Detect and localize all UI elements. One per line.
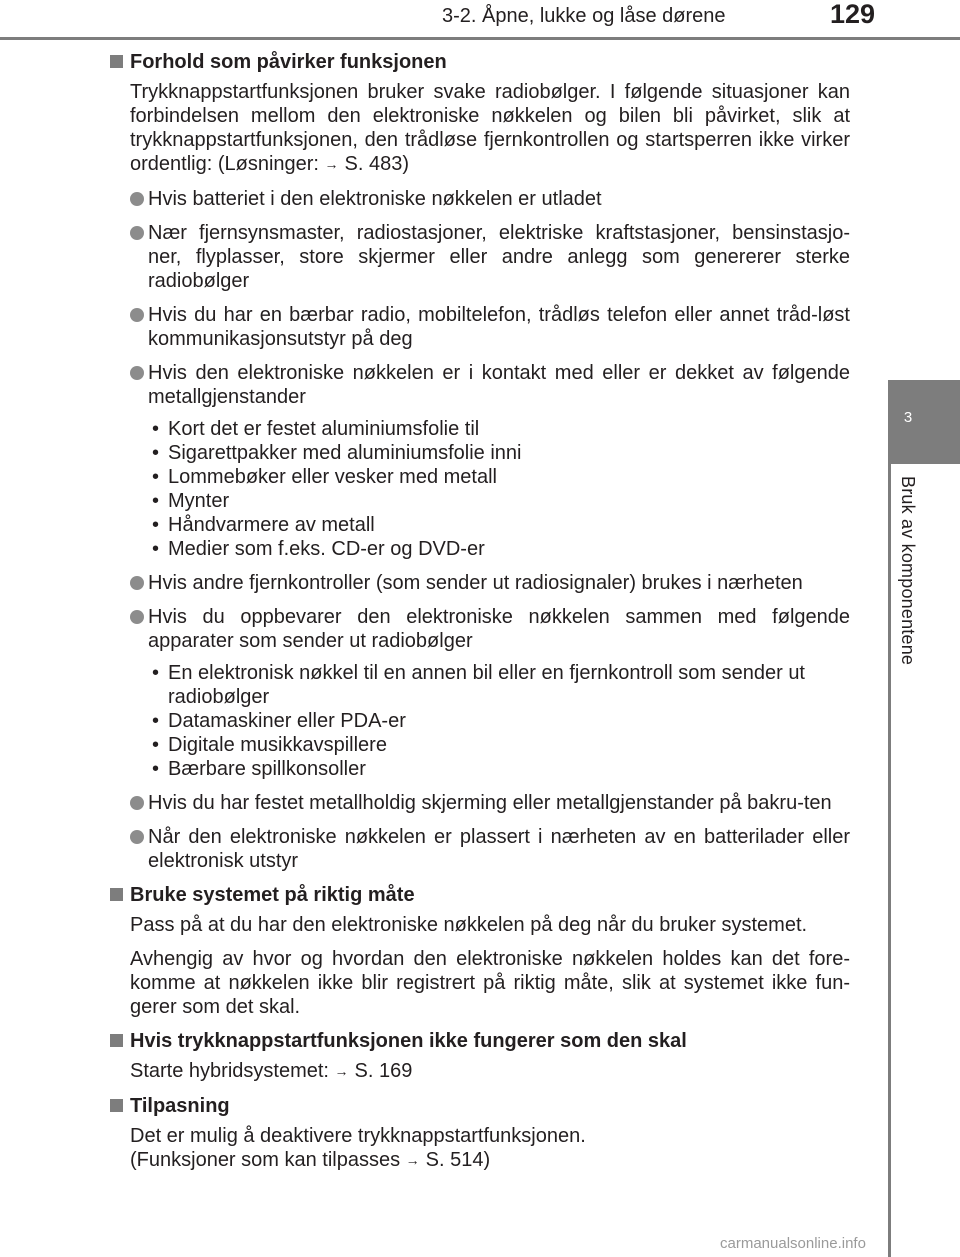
circle-bullet-icon: [130, 830, 144, 844]
section-heading: Bruke systemet på riktig måte: [110, 883, 850, 907]
sub-list-item: • Lommebøker eller vesker med metall: [150, 465, 850, 489]
chapter-title: 3-2. Åpne, lukke og låse dørene: [442, 5, 726, 27]
paragraph: Avhengig av hvor og hvordan den elektroniske nøkkelen holdes kan det fore-komme at nøkkelen ikke blir registrert på riktig måte, slik at systemet ikke fun-gerer som det skal.: [130, 948, 850, 1018]
sub-list-item: • Sigarettpakker med aluminiumsfolie inni: [150, 441, 850, 465]
list-item: Hvis du har en bærbar radio, mobiltelefon, trådløs telefon eller annet tråd-løst kommunikasjonsutstyr på deg: [130, 303, 850, 351]
sub-list-item: • Bærbare spillkonsoller: [150, 757, 850, 781]
watermark: carmanualsonline.info: [720, 1235, 866, 1252]
sub-list-item: • Kort det er festet aluminiumsfolie til: [150, 417, 850, 441]
sub-list-item: • En elektronisk nøkkel til en annen bil eller en fjernkontroll som sender ut radiobølger: [150, 661, 850, 709]
page-number: 129: [830, 0, 876, 29]
metal-objects-list: [150, 417, 850, 561]
list-item: Nær fjernsynsmaster, radiostasjoner, elektriske kraftstasjoner, bensinstasjo-ner, flyplasser, store skjermer eller andre anlegg som genererer sterke radiobølger: [130, 221, 850, 293]
circle-bullet-icon: [130, 610, 144, 624]
list-item: Hvis du oppbevarer den elektroniske nøkkelen sammen med følgende apparater som sender ut radiobølger: [130, 605, 850, 653]
circle-bullet-icon: [130, 226, 144, 240]
list-item: Hvis du har festet metallholdig skjerming eller metallgjenstander på bakru-ten: [130, 791, 850, 815]
list-item: Når den elektroniske nøkkelen er plassert i nærheten av en batterilader eller elektronisk utstyr: [130, 825, 850, 873]
sub-list-item: • Datamaskiner eller PDA-er: [150, 709, 850, 733]
paragraph: Pass på at du har den elektroniske nøkkelen på deg når du bruker systemet.: [130, 914, 808, 936]
circle-bullet-icon: [130, 796, 144, 810]
list-item: Hvis batteriet i den elektroniske nøkkelen er utladet: [130, 187, 850, 211]
circle-bullet-icon: [130, 366, 144, 380]
page-reference: S. 514): [425, 1149, 491, 1171]
circle-bullet-icon: [130, 192, 144, 206]
list-item: Hvis andre fjernkontroller (som sender ut radiosignaler) brukes i nærheten: [130, 571, 850, 595]
section-heading: Forhold som påvirker funksjonen: [110, 50, 850, 74]
sub-list-item: • Håndvarmere av metall: [150, 513, 850, 537]
arrow-right-icon: →: [405, 1152, 420, 1168]
square-bullet-icon: [110, 888, 123, 901]
circle-bullet-icon: [130, 576, 144, 590]
arrow-right-icon: →: [334, 1063, 349, 1079]
section-heading: Hvis trykknappstartfunksjonen ikke fungerer som den skal: [110, 1029, 850, 1053]
chapter-side-label: Bruk av komponentene: [898, 476, 918, 666]
section-heading: Tilpasning: [110, 1094, 850, 1118]
square-bullet-icon: [110, 1099, 123, 1112]
chapter-tab-number: 3: [903, 409, 913, 426]
sub-list-item: • Mynter: [150, 489, 850, 513]
page-content: [110, 50, 850, 1183]
paragraph: Det er mulig å deaktivere trykknappstartfunksjonen. (Funksjoner som kan tilpasses → S. 514): [130, 1125, 586, 1171]
section-intro: Trykknappstartfunksjonen bruker svake radiobølger. I følgende situasjoner kan forbindelsen mellom den elektroniske nøkkelen og bilen bli påvirket, slik at trykknappstartfunksjonen, den trådløse fjernkontrollen og startsperren ikke virker ordentlig: (Løsninger: → S. 483): [130, 81, 850, 175]
page-header: [0, 0, 960, 36]
square-bullet-icon: [110, 1034, 123, 1047]
page-reference: S. 169: [354, 1060, 413, 1082]
sub-list-item: • Medier som f.eks. CD-er og DVD-er: [150, 537, 850, 561]
page-reference: S. 483): [344, 153, 410, 175]
circle-bullet-icon: [130, 308, 144, 322]
square-bullet-icon: [110, 55, 123, 68]
list-item: Hvis den elektroniske nøkkelen er i kontakt med eller er dekket av følgende metallgjenstander: [130, 361, 850, 409]
header-divider: [0, 37, 960, 40]
devices-list: [150, 661, 850, 781]
arrow-right-icon: →: [324, 156, 339, 172]
sub-list-item: • Digitale musikkavspillere: [150, 733, 850, 757]
paragraph: Starte hybridsystemet: → S. 169: [130, 1060, 413, 1082]
chapter-tab: [888, 380, 960, 464]
